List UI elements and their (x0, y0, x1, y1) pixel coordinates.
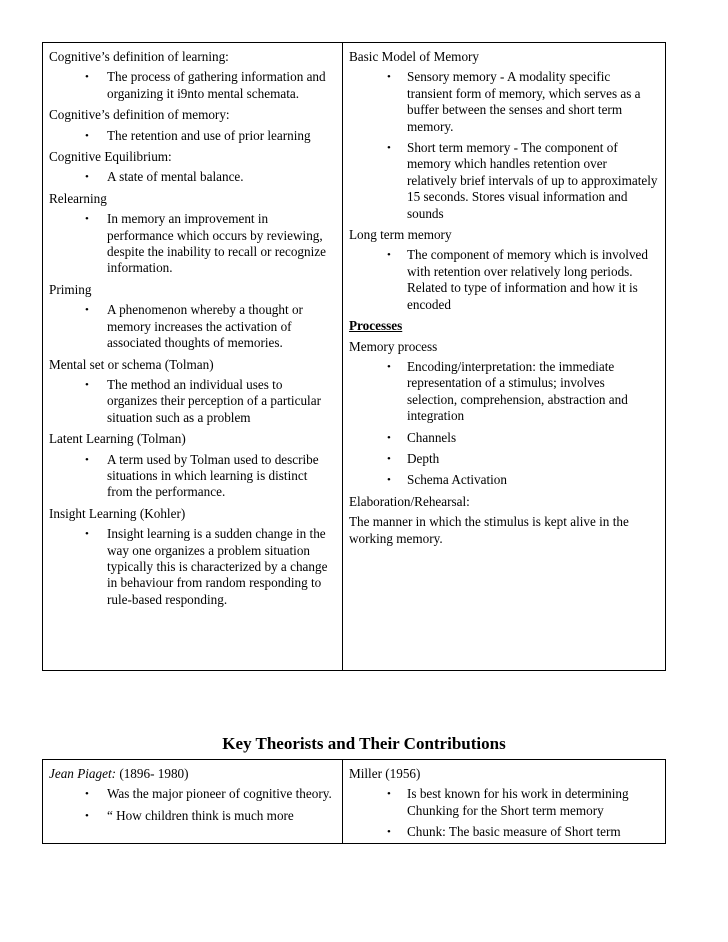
basic-model-list (349, 69, 658, 222)
list-item-text: Schema Activation (407, 472, 507, 488)
list-item (349, 69, 658, 135)
miller-list (349, 786, 658, 840)
list-item (49, 169, 336, 185)
bullet-icon: • (85, 171, 89, 184)
basic-model-heading: Basic Model of Memory (349, 49, 480, 64)
bullet-icon: • (85, 378, 89, 391)
list-item-text: The component of memory which is involved with retention over relatively long periods. Related to type of information and how it is encoded (407, 247, 648, 312)
list-item (49, 69, 336, 102)
list-item-text: Is best known for his work in determining Chunking for the Short term memory (407, 786, 629, 818)
long-term-list (349, 247, 658, 313)
bullet-icon: • (85, 528, 89, 541)
list-item (49, 808, 336, 824)
definition-list (49, 69, 336, 102)
list-item (349, 140, 658, 222)
theorists-table (42, 759, 666, 844)
list-item-text: A state of mental balance. (107, 169, 244, 185)
definition-heading: Priming (49, 281, 92, 297)
list-item (49, 211, 336, 277)
bullet-icon: • (387, 431, 391, 444)
list-item-text: Sensory memory - A modality specific transient form of memory, which serves as a buffer between the senses and short term memory. (407, 69, 641, 134)
list-item (349, 359, 658, 425)
long-term-heading: Long term memory (349, 227, 452, 243)
definition-list (49, 377, 336, 426)
list-item (49, 302, 336, 351)
definitions-table (42, 42, 666, 671)
piaget-name: Jean Piaget: (49, 766, 117, 781)
bullet-icon: • (387, 360, 391, 373)
definition-list (49, 302, 336, 351)
definition-list (49, 452, 336, 501)
list-item (49, 526, 336, 608)
bullet-icon: • (387, 452, 391, 465)
definition-list (49, 211, 336, 277)
definition-list (49, 526, 336, 608)
elaboration-heading: Elaboration/Rehearsal: (349, 493, 470, 509)
memory-process-heading: Memory process (349, 338, 438, 354)
memory-model-column (343, 43, 664, 670)
list-item (349, 430, 658, 446)
section-title: Key Theorists and Their Contributions (222, 734, 506, 753)
theorists-left-column (43, 760, 343, 843)
bullet-icon: • (85, 71, 89, 84)
list-item-text: “ How children think is much more (107, 807, 294, 823)
list-item-text: The method an individual uses to organizes their perception of a particular situation such as a problem (107, 376, 321, 425)
list-item (49, 786, 336, 802)
list-item-text: Was the major pioneer of cognitive theory. (107, 786, 332, 802)
definition-heading: Cognitive’s definition of memory: (49, 107, 230, 123)
definition-heading: Mental set or schema (Tolman) (49, 356, 214, 372)
list-item (349, 786, 658, 819)
bullet-icon: • (387, 142, 391, 155)
theorists-right-column (343, 760, 664, 843)
list-item (49, 452, 336, 501)
definitions-left-column (43, 43, 343, 670)
list-item (49, 377, 336, 426)
list-item (349, 247, 658, 313)
bullet-icon: • (85, 453, 89, 466)
piaget-years: (1896- 1980) (116, 766, 189, 781)
piaget-list (49, 786, 336, 824)
bullet-icon: • (85, 304, 89, 317)
bullet-icon: • (85, 809, 89, 822)
list-item-text: A phenomenon whereby a thought or memory increases the activation of associated thoughts of memories. (107, 302, 303, 351)
definition-heading: Insight Learning (Kohler) (49, 505, 186, 521)
bullet-icon: • (387, 826, 391, 839)
elaboration-text: The manner in which the stimulus is kept alive in the working memory. (349, 514, 629, 546)
definition-heading: Latent Learning (Tolman) (49, 431, 186, 447)
list-item-text: In memory an improvement in performance which occurs by reviewing, despite the inability to recall or recognize information. (107, 211, 326, 276)
bullet-icon: • (387, 474, 391, 487)
definition-heading: Cognitive Equilibrium: (49, 149, 172, 165)
list-item-text: Channels (407, 429, 457, 445)
bullet-icon: • (85, 788, 89, 801)
list-item (349, 824, 658, 840)
list-item-text: Insight learning is a sudden change in the way one organizes a problem situation typically this is characterized by a change in behaviour from random responding to rule-based responding. (107, 526, 328, 607)
list-item-text: Depth (407, 450, 440, 466)
definition-list (49, 128, 336, 144)
bullet-icon: • (387, 71, 391, 84)
definition-list (49, 169, 336, 185)
list-item (349, 451, 658, 467)
definition-heading: Relearning (49, 190, 107, 206)
bullet-icon: • (387, 249, 391, 262)
list-item-text: The retention and use of prior learning (107, 127, 311, 143)
miller-heading: Miller (1956) (349, 766, 421, 781)
list-item-text: A term used by Tolman used to describe situations in which learning is distinct from the performance. (107, 451, 319, 500)
memory-process-list (349, 359, 658, 489)
list-item (49, 128, 336, 144)
list-item (349, 472, 658, 488)
list-item-text: Short term memory - The component of memory which handles retention over relatively brief intervals of up to approximately 15 seconds. Stores visual information and sounds (407, 140, 658, 221)
bullet-icon: • (387, 788, 391, 801)
list-item-text: Encoding/interpretation: the immediate representation of a stimulus; involves selection, comprehension, abstraction and integration (407, 358, 628, 424)
processes-heading: Processes (349, 318, 403, 334)
list-item-text: Chunk: The basic measure of Short term (407, 824, 621, 840)
definition-heading: Cognitive’s definition of learning: (49, 49, 229, 64)
bullet-icon: • (85, 213, 89, 226)
bullet-icon: • (85, 129, 89, 142)
list-item-text: The process of gathering information and organizing it i9nto mental schemata. (107, 69, 326, 101)
